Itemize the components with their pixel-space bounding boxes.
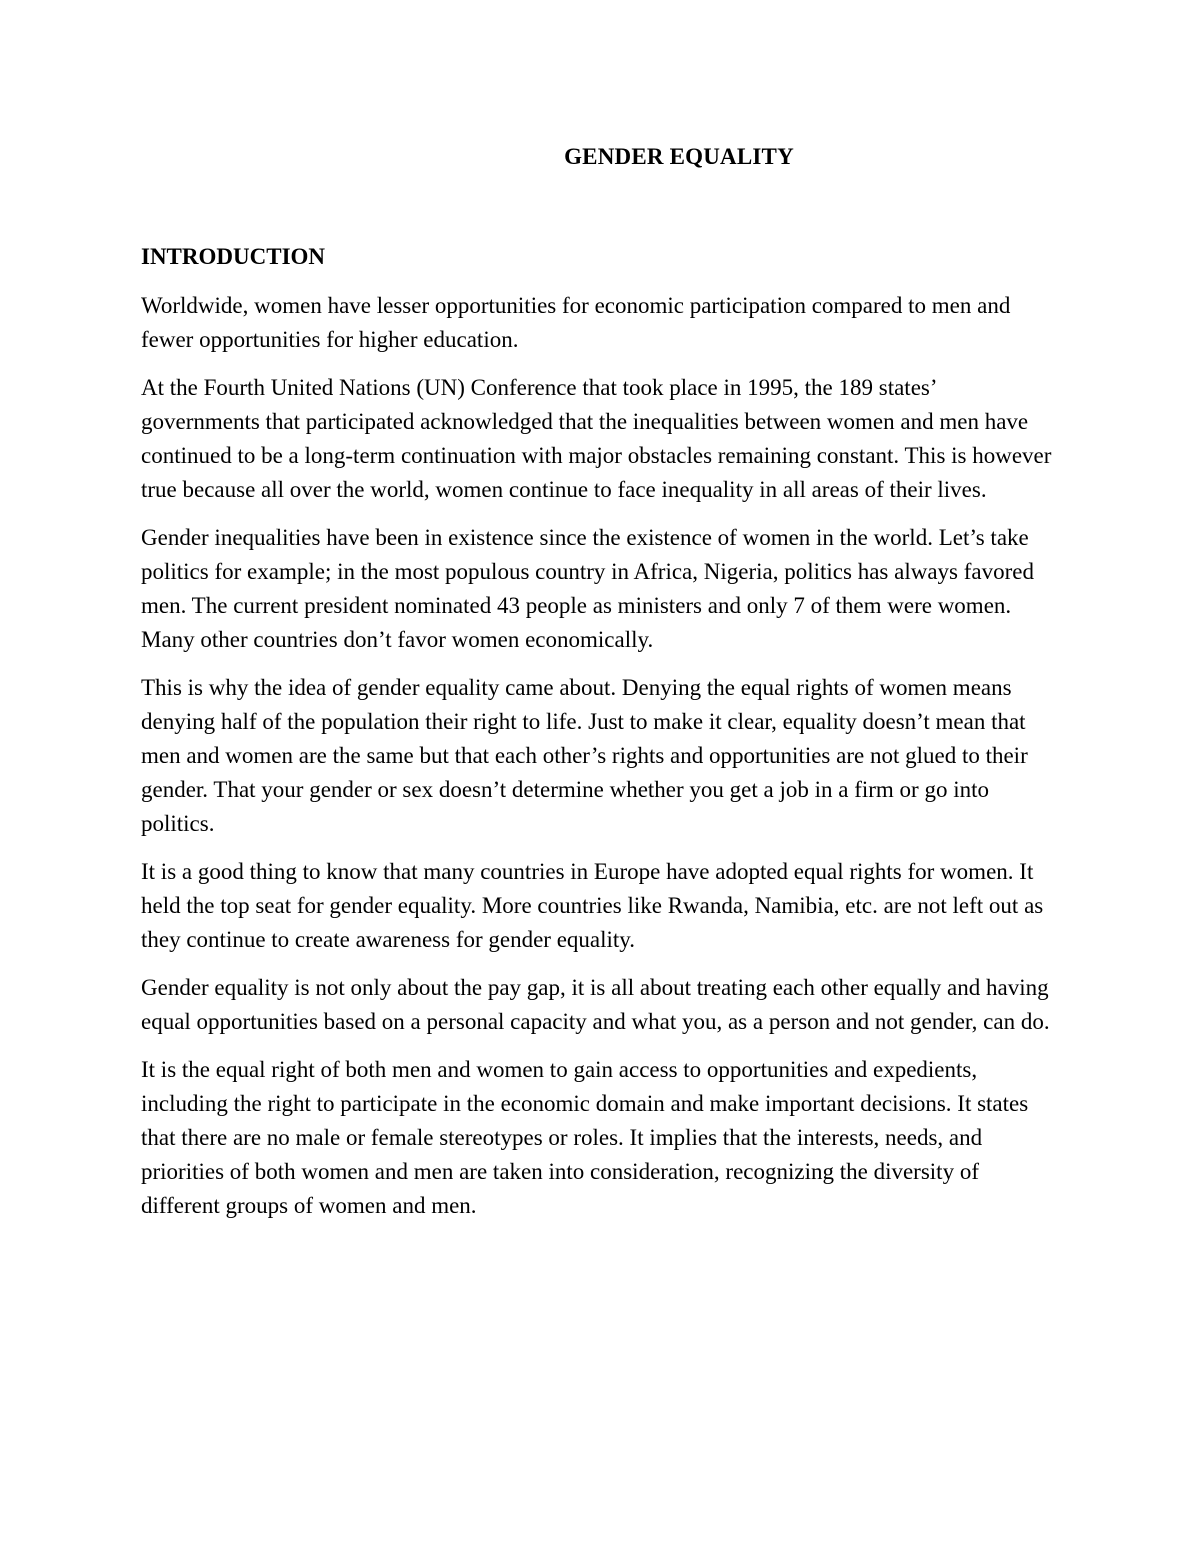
- section-heading-introduction: INTRODUCTION: [141, 244, 326, 269]
- paragraph-5: It is a good thing to know that many countries in Europe have adopted equal rights for women. It held the top seat for gender equality. More countries like Rwanda, Namibia, etc. are not left out as they continue to create awareness for gender equality.: [141, 859, 1044, 952]
- paragraph-6: Gender equality is not only about the pay gap, it is all about treating each other equally and having equal opportunities based on a personal capacity and what you, as a person and not gender, can do.: [141, 975, 1050, 1034]
- paragraph-7: It is the equal right of both men and women to gain access to opportunities and expedients, including the right to participate in the economic domain and make important decisions. It states that there are no male or female stereotypes or roles. It implies that the interests, needs, and priorities of both women and men are taken into consideration, recognizing the diversity of different groups of women and men.: [141, 1057, 1029, 1218]
- paragraph-1: Worldwide, women have lesser opportunities for economic participation compared to men and fewer opportunities for higher education.: [141, 293, 1011, 352]
- paragraph-4: This is why the idea of gender equality came about. Denying the equal rights of women means denying half of the population their right to life. Just to make it clear, equality doesn’t mean that men and women are the same but that each other’s rights and opportunities are not glued to their gender. That your gender or sex doesn’t determine whether you get a job in a firm or go into politics.: [141, 675, 1028, 836]
- document-title: GENDER EQUALITY: [564, 144, 794, 169]
- document-body: [141, 289, 1056, 1237]
- paragraph-2: At the Fourth United Nations (UN) Conference that took place in 1995, the 189 states’ governments that participated acknowledged that the inequalities between women and men have continued to be a long-term continuation with major obstacles remaining constant. This is however true because all over the world, women continue to face inequality in all areas of their lives.: [141, 375, 1052, 502]
- paragraph-3: Gender inequalities have been in existence since the existence of women in the world. Let’s take politics for example; in the most populous country in Africa, Nigeria, politics has always favored men. The current president nominated 43 people as ministers and only 7 of them were women. Many other countries don’t favor women economically.: [141, 525, 1034, 652]
